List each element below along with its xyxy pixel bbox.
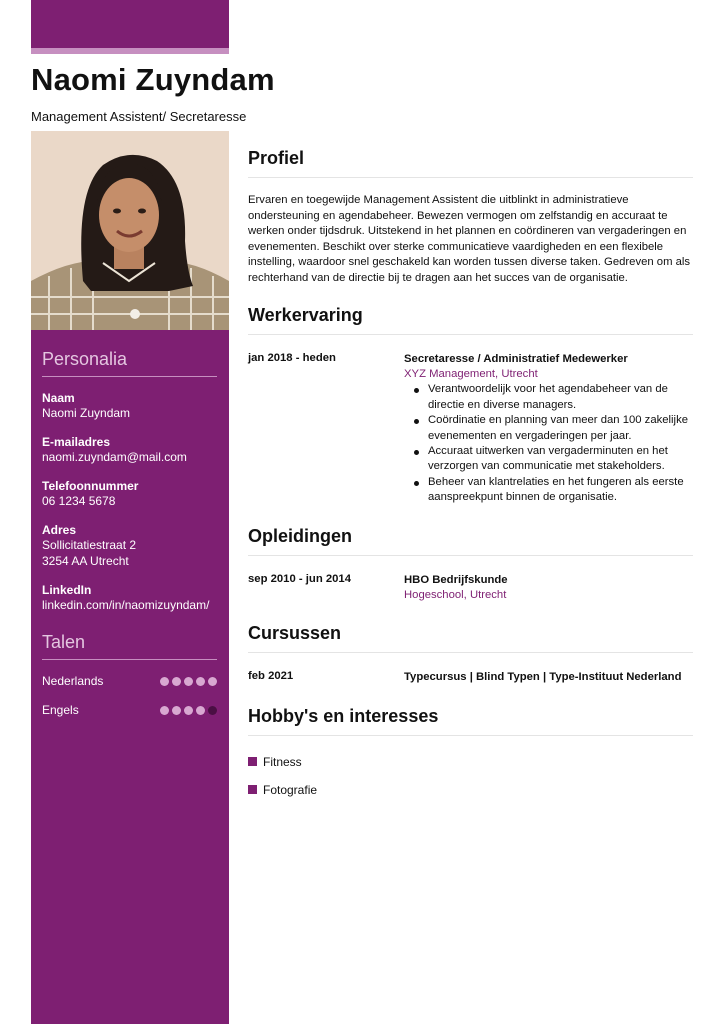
course-entry (248, 670, 693, 685)
work-entry-org: XYZ Management, Utrecht (404, 367, 538, 380)
header-accent-stripe (31, 48, 229, 54)
course-entry-date: feb 2021 (248, 670, 294, 683)
hobby-item (248, 748, 693, 776)
profile-photo (31, 131, 229, 330)
level-dot-filled (172, 677, 181, 686)
section-title-cursussen: Cursussen (248, 623, 693, 653)
level-dot-filled (160, 706, 169, 715)
personal-label-phone: Telefoonnummer (42, 479, 139, 493)
job-title: Management Assistent/ Secretaresse (31, 109, 247, 124)
personal-label-name: Naam (42, 391, 75, 405)
hobby-label: Fitness (263, 754, 302, 769)
level-dot-empty (208, 706, 217, 715)
language-level-dots (160, 706, 217, 715)
hobby-item (248, 776, 693, 804)
profile-summary: Ervaren en toegewijde Management Assistent die uitblinkt in administratieve ondersteuning en agendabeheer. Bewezen vermogen om zelfstandig en accuraat te werken onder tijdsdruk. Uitstekend in het plannen en coördineren van vergaderingen en evenementen. Beschikt over sterke communicatieve vaardigheden en een flexibele instelling, waardoor snel geschakeld kan worden tussen diverse taken. Gedreven om als rechterhand van de directie bij te dragen aan het succes van de organisatie. (248, 194, 691, 284)
level-dot-filled (160, 677, 169, 686)
personalia-heading: Personalia (42, 349, 217, 377)
sidebar (31, 131, 229, 1024)
language-level-dots (160, 677, 217, 686)
work-entry-date: jan 2018 - heden (248, 351, 336, 364)
section-title-opleidingen: Opleidingen (248, 526, 693, 556)
level-dot-filled (172, 706, 181, 715)
language-name: Nederlands (42, 674, 104, 688)
level-dot-filled (196, 706, 205, 715)
main-content (248, 148, 693, 804)
work-entry (248, 352, 693, 506)
candidate-name: Naomi Zuyndam (31, 62, 275, 97)
language-row (42, 702, 217, 718)
list-item: Beheer van klantrelaties en het fungeren als eerste aanspreekpunt binnen de organisatie. (404, 475, 693, 506)
personal-value-name: Naomi Zuyndam (42, 406, 131, 420)
education-entry-date: sep 2010 - jun 2014 (248, 572, 351, 585)
work-entry-role: Secretaresse / Administratief Medewerker (404, 352, 628, 365)
hobby-label: Fotografie (263, 782, 318, 797)
education-entry (248, 573, 693, 604)
personal-value-email: naomi.zuyndam@mail.com (42, 450, 187, 464)
personal-label-email: E-mailadres (42, 435, 111, 449)
bullet-square-icon (248, 785, 257, 794)
level-dot-filled (184, 677, 193, 686)
personal-value-street: Sollicitatiestraat 2 (42, 538, 137, 552)
personal-value-linkedin[interactable]: linkedin.com/in/naomizuyndam/ (42, 598, 210, 612)
education-entry-degree: HBO Bedrijfskunde (404, 573, 508, 586)
course-entry-title: Typecursus | Blind Typen | Type-Instituut Nederland (404, 671, 682, 684)
language-name: Engels (42, 703, 79, 717)
bullet-square-icon (248, 757, 257, 766)
level-dot-filled (184, 706, 193, 715)
list-item: Verantwoordelijk voor het agendabeheer van de directie en diverse managers. (404, 382, 693, 413)
header-accent-bar (31, 0, 229, 48)
section-title-hobbys: Hobby's en interesses (248, 706, 693, 736)
personal-value-city: 3254 AA Utrecht (42, 554, 129, 568)
language-row (42, 673, 217, 689)
talen-heading: Talen (42, 632, 217, 660)
personal-label-linkedin: LinkedIn (42, 583, 92, 597)
level-dot-filled (208, 677, 217, 686)
education-entry-school: Hogeschool, Utrecht (404, 589, 507, 602)
work-entry-bullets (404, 382, 693, 505)
level-dot-filled (196, 677, 205, 686)
personal-value-phone: 06 1234 5678 (42, 494, 116, 508)
section-title-profiel: Profiel (248, 148, 693, 178)
list-item: Coördinatie en planning van meer dan 100 zakelijke evenementen en vergaderingen per jaar. (404, 413, 693, 444)
list-item: Accuraat uitwerken van vergaderminuten en het verzorgen van communicatie met stakeholders. (404, 444, 693, 475)
section-title-werkervaring: Werkervaring (248, 305, 693, 335)
personal-label-address: Adres (42, 523, 77, 537)
